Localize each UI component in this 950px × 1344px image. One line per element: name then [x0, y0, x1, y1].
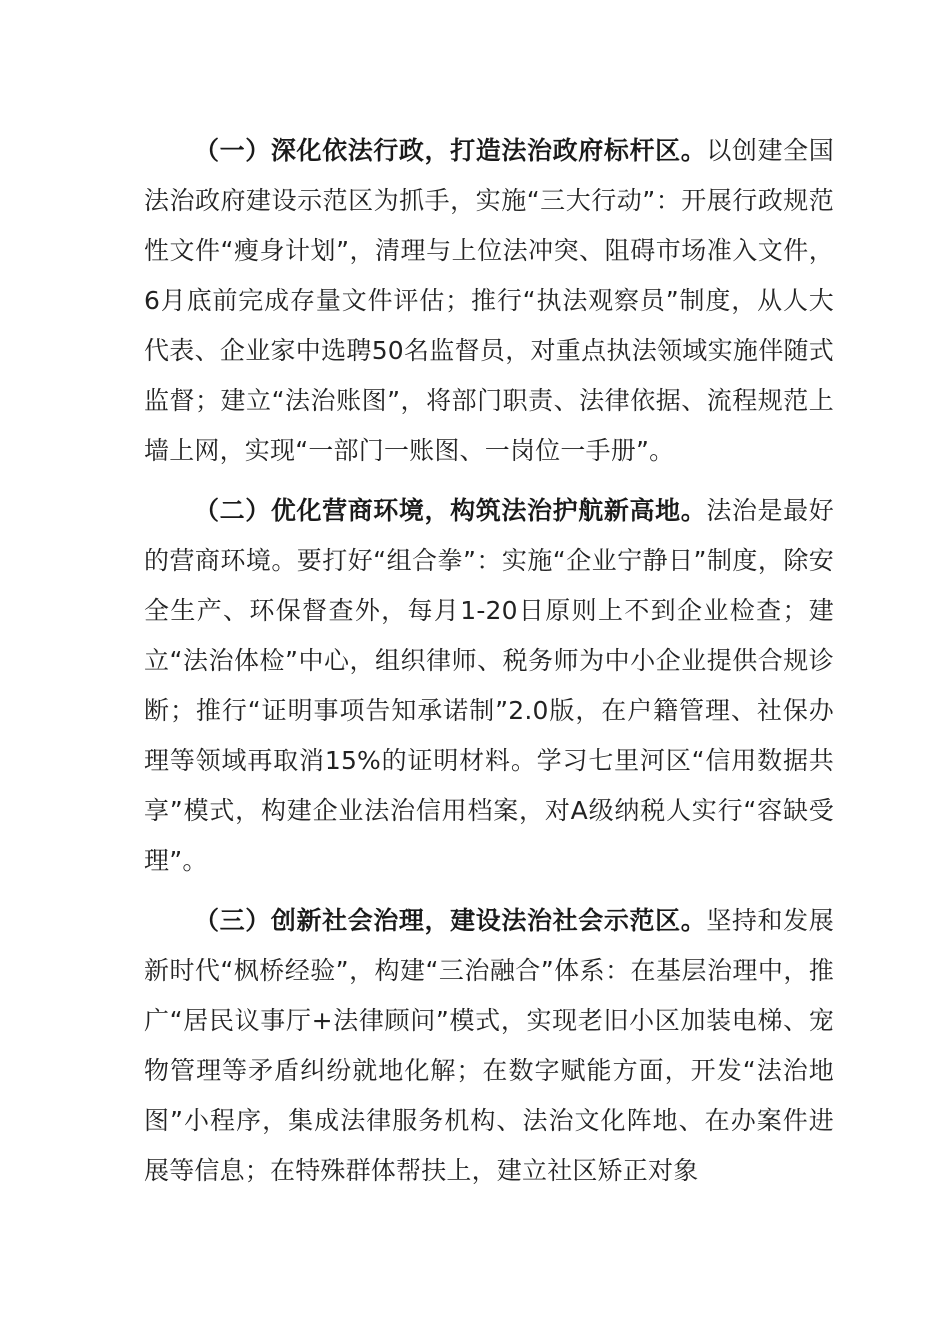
paragraph-3 [144, 896, 834, 1196]
paragraph-1-heading: （一）深化依法行政，打造法治政府标杆区。 [194, 136, 707, 165]
paragraph-2-heading: （二）优化营商环境，构筑法治护航新高地。 [194, 496, 707, 525]
paragraph-2-body: 法治是最好的营商环境。要打好“组合拳”：实施“企业宁静日”制度，除安全生产、环保督查外，每月1-20日原则上不到企业检查；建立“法治体检”中心，组织律师、税务师为中小企业提供合规诊断；推行“证明事项告知承诺制”2.0版，在户籍管理、社保办理等领域再取消15%的证明材料。学习七里河区“信用数据共享”模式，构建企业法治信用档案，对A级纳税人实行“容缺受理”。 [144, 496, 834, 875]
paragraph-3-body: 坚持和发展新时代“枫桥经验”，构建“三治融合”体系：在基层治理中，推广“居民议事厅+法律顾问”模式，实现老旧小区加装电梯、宠物管理等矛盾纠纷就地化解；在数字赋能方面，开发“法治地图”小程序，集成法律服务机构、法治文化阵地、在办案件进展等信息；在特殊群体帮扶上，建立社区矫正对象 [144, 906, 834, 1185]
paragraph-1 [144, 126, 834, 476]
paragraph-3-heading: （三）创新社会治理，建设法治社会示范区。 [194, 906, 707, 935]
paragraph-2 [144, 486, 834, 886]
paragraph-1-body: 以创建全国法治政府建设示范区为抓手，实施“三大行动”：开展行政规范性文件“瘦身计划”，清理与上位法冲突、阻碍市场准入文件，6月底前完成存量文件评估；推行“执法观察员”制度，从人大代表、企业家中选聘50名监督员，对重点执法领域实施伴随式监督；建立“法治账图”，将部门职责、法律依据、流程规范上墙上网，实现“一部门一账图、一岗位一手册”。 [144, 136, 834, 465]
